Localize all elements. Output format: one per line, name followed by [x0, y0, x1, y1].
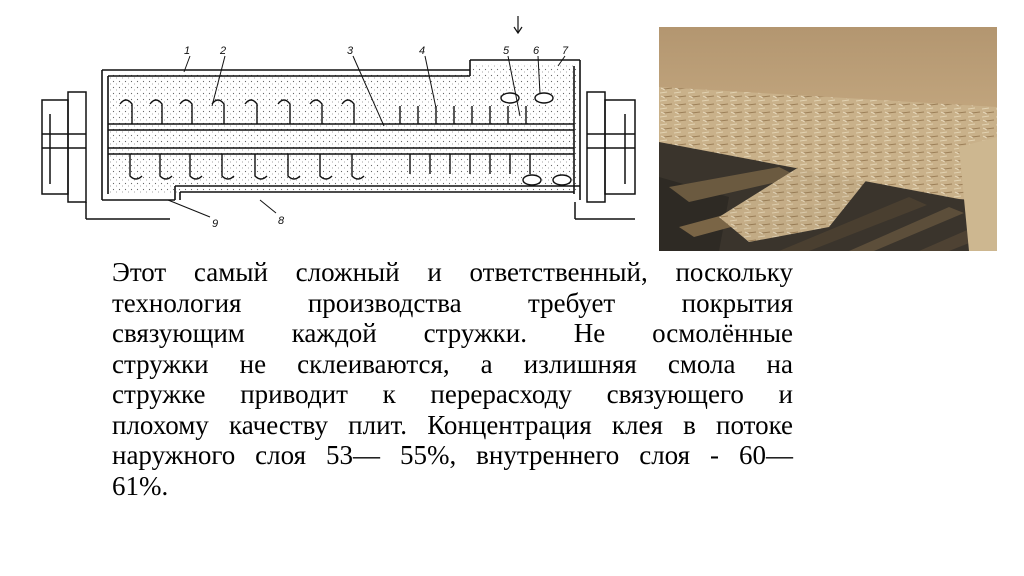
callout-5: 5	[503, 45, 510, 57]
body-line: плохому качеству плит. Концентрация клея в потоке	[112, 409, 793, 440]
body-line: технология производства требует покрытия	[112, 287, 793, 318]
callout-1: 1	[184, 45, 191, 57]
callout-2: 2	[220, 45, 227, 57]
right-flange	[575, 92, 635, 219]
callout-9: 9	[212, 218, 219, 230]
inlet-fill	[470, 64, 578, 94]
body-line: наружного слоя 53— 55%, внутреннего слоя - 60—	[112, 440, 793, 470]
callout-4: 4	[419, 45, 426, 57]
inlet-arrow	[514, 16, 522, 33]
particleboard-photo	[659, 27, 997, 251]
body-line: 61%.	[112, 470, 169, 501]
callout-7: 7	[562, 45, 569, 57]
left-supports	[86, 202, 170, 219]
body-line: стружки не склеиваются, а излишняя смола на	[112, 348, 793, 379]
callout-3: 3	[347, 45, 354, 57]
body-line: стружке приводит к перерасходу связующего и	[112, 379, 793, 409]
callout-8: 8	[278, 215, 285, 227]
callout-6: 6	[533, 45, 540, 57]
body-paragraph	[112, 257, 793, 501]
trough-fill-left	[108, 74, 503, 94]
mixer-diagram	[40, 14, 640, 244]
left-flange	[42, 92, 86, 202]
body-line: связующим каждой стружки. Не осмолённые	[112, 318, 793, 348]
body-line: Этот самый сложный и ответственный, поскольку	[112, 257, 793, 287]
